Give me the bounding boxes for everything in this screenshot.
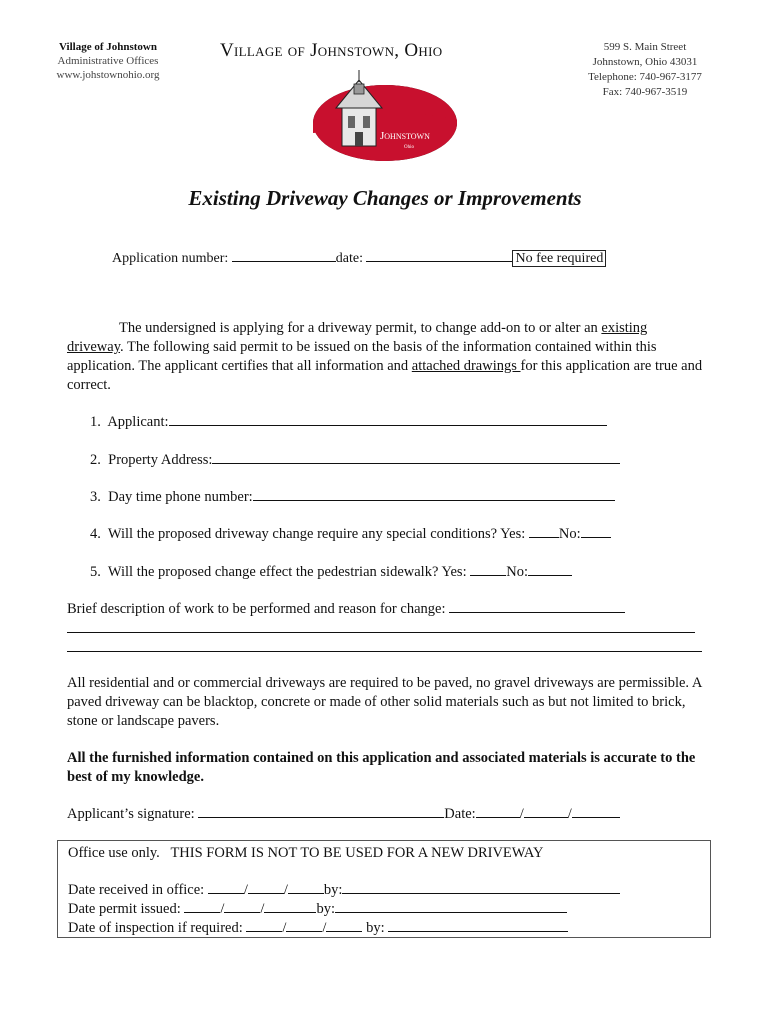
no-label: No:: [506, 564, 528, 580]
website: www.johstownohio.org: [56, 69, 160, 81]
intro-paragraph: [67, 319, 707, 395]
item-label: Will the proposed driveway change require any special conditions? Yes:: [107, 526, 529, 542]
date-received-row: Date received in office: / / by:: [68, 881, 620, 899]
item-label: Property Address:: [108, 452, 213, 468]
application-number-label: Application number:: [112, 251, 229, 266]
intro-emph-1: change add-on to or alter an: [435, 320, 598, 336]
contact-info: [560, 40, 730, 100]
intro-text-1: The undersigned is applying for a driveway permit, to: [119, 320, 436, 336]
village-logo: [310, 68, 460, 164]
signature-month-field[interactable]: [476, 805, 520, 818]
sidewalk-yes-field[interactable]: [470, 563, 506, 576]
date-field[interactable]: [366, 249, 512, 262]
special-conditions-yes-field[interactable]: [529, 525, 559, 538]
inspection-year-field[interactable]: [326, 919, 362, 932]
item-label: Will the proposed change effect the pedestrian sidewalk? Yes:: [107, 564, 471, 580]
intro-emph-2: existing driveway: [67, 320, 648, 355]
description-field-line-2[interactable]: [67, 632, 695, 633]
signature-year-field[interactable]: [572, 805, 620, 818]
item-label: Day time phone number:: [108, 489, 253, 505]
inspection-month-field[interactable]: [246, 919, 282, 932]
issued-month-field[interactable]: [184, 900, 220, 913]
received-year-field[interactable]: [288, 881, 324, 894]
applicant-field[interactable]: [169, 413, 607, 426]
list-item: [90, 413, 607, 431]
intro-text-3: for this application are true and correct.: [67, 358, 703, 393]
inspection-by-field[interactable]: [388, 919, 568, 932]
city-address: Johnstown, Ohio 43031: [592, 56, 698, 68]
description-field-line-3[interactable]: [67, 651, 702, 652]
signature-row: Applicant’s signature: Date: / /: [67, 805, 620, 823]
inspection-row: Date of inspection if required: / / by:: [68, 919, 568, 937]
received-month-field[interactable]: [208, 881, 244, 894]
item-number: 2.: [90, 452, 101, 468]
list-item: [90, 451, 620, 469]
item-label: Applicant:: [107, 414, 169, 430]
inspection-day-field[interactable]: [286, 919, 322, 932]
fax: Fax: 740-967-3519: [602, 86, 688, 98]
signature-field[interactable]: [198, 805, 444, 818]
telephone: Telephone: 740-967-3177: [588, 71, 702, 83]
date-received-label: Date received in office:: [68, 882, 205, 898]
issued-year-field[interactable]: [264, 900, 316, 913]
street-address: 599 S. Main Street: [603, 41, 687, 53]
item-number: 3.: [90, 489, 101, 505]
office-use-box: [57, 840, 711, 938]
issued-by-label: by:: [316, 901, 335, 917]
property-address-field[interactable]: [212, 451, 620, 464]
description-label-row: [67, 600, 625, 618]
intro-emph-3: attached drawings: [411, 358, 521, 374]
no-label: No:: [558, 526, 581, 542]
office-info: [38, 40, 178, 82]
office-use-heading-row: [68, 845, 543, 862]
logo-text: Johnstown: [380, 130, 430, 142]
fee-badge: No fee required: [512, 250, 606, 267]
signature-label: Applicant’s signature:: [67, 806, 195, 822]
description-field-line-1[interactable]: [449, 600, 625, 613]
list-item: [90, 488, 615, 506]
signature-date-label: Date:: [444, 806, 476, 822]
item-number: 1.: [90, 414, 101, 430]
logo-subtext: Ohio: [404, 145, 414, 150]
issued-day-field[interactable]: [224, 900, 260, 913]
form-title: Existing Driveway Changes or Improvements: [188, 186, 582, 210]
received-by-label: by:: [323, 882, 343, 898]
phone-field[interactable]: [253, 488, 615, 501]
list-item: [90, 525, 611, 543]
sidewalk-no-field[interactable]: [528, 563, 572, 576]
village-name: Village of Johnstown: [59, 41, 157, 53]
office-use-warning: THIS FORM IS NOT TO BE USED FOR A NEW DRIVEWAY: [170, 845, 544, 861]
received-by-field[interactable]: [342, 881, 620, 894]
inspection-by-label: by:: [362, 920, 385, 936]
item-number: 4.: [90, 526, 101, 542]
page-title: Village of Johnstown, Ohio: [220, 40, 443, 61]
intro-text-2: . The following said permit to be issued on the basis of the information contained within this application. The applicant certifies that all information and: [67, 339, 657, 374]
received-day-field[interactable]: [248, 881, 284, 894]
paving-note: All residential and or commercial driveways are required to be paved, no gravel driveways are permissible. A paved driveway can be blacktop, concrete or made of other solid materials such as but not limited to brick, stone or landscape pavers.: [67, 675, 702, 729]
inspection-label: Date of inspection if required:: [68, 920, 243, 936]
certification-statement: All the furnished information contained on this application and associated materials is accurate to the best of my knowledge.: [67, 750, 696, 785]
office-label: Administrative Offices: [57, 55, 159, 67]
issued-by-field[interactable]: [335, 900, 567, 913]
office-use-heading: Office use only.: [68, 845, 160, 861]
date-issued-row: Date permit issued: / / by:: [68, 900, 567, 918]
date-issued-label: Date permit issued:: [68, 901, 181, 917]
description-label: Brief description of work to be performed and reason for change:: [67, 601, 446, 617]
application-number-field[interactable]: [232, 249, 336, 262]
special-conditions-no-field[interactable]: [581, 525, 611, 538]
signature-day-field[interactable]: [524, 805, 568, 818]
application-line: [112, 249, 606, 267]
date-label: date:: [335, 251, 363, 266]
list-item: [90, 563, 572, 581]
item-number: 5.: [90, 564, 101, 580]
